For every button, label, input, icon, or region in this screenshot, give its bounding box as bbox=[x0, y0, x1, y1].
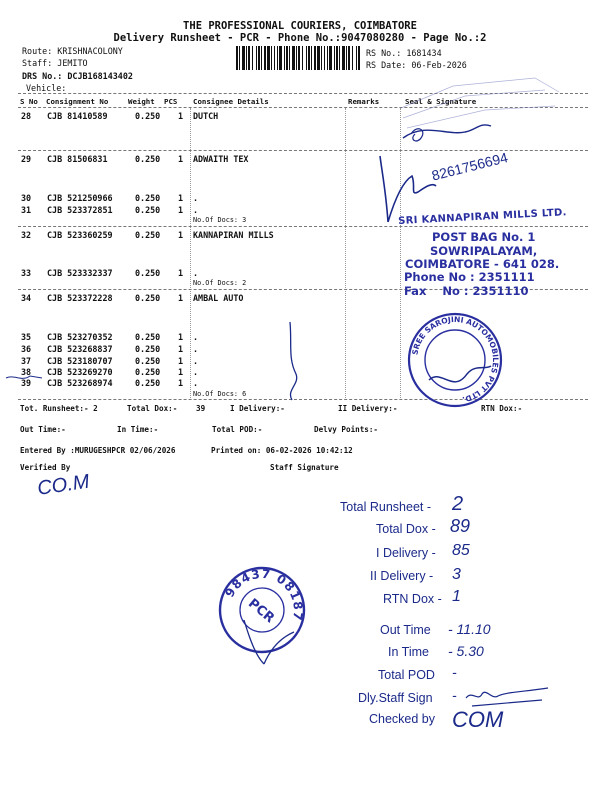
summary-dly-staff-sign-value: - bbox=[452, 687, 457, 703]
row-sno: 29 bbox=[21, 154, 32, 164]
barcode-bar bbox=[342, 46, 345, 70]
barcode-bar bbox=[348, 46, 350, 70]
barcode-bar bbox=[239, 46, 240, 70]
pcr-round-stamp bbox=[214, 560, 310, 670]
total-dox-label: Total Dox:- bbox=[127, 404, 178, 413]
row-pcs: 1 bbox=[178, 111, 184, 121]
summary-total-pod-value: - bbox=[452, 664, 457, 680]
summary-total-dox-value: 89 bbox=[450, 516, 471, 536]
column-divider bbox=[190, 108, 191, 398]
row-consignment: CJB 523372228 bbox=[47, 293, 113, 303]
row-consignee: AMBAL AUTO bbox=[193, 293, 244, 303]
barcode-bar bbox=[296, 46, 297, 70]
barcode-bar bbox=[336, 46, 338, 70]
row-pcs: 1 bbox=[178, 356, 184, 366]
row-consignee: . bbox=[193, 367, 199, 377]
row-pcs: 1 bbox=[178, 154, 184, 164]
pcr-stamp-center: PCR bbox=[245, 596, 278, 627]
col-sno: S No bbox=[20, 97, 38, 106]
barcode-bar bbox=[271, 46, 272, 70]
i-delivery-label: I Delivery:- bbox=[230, 404, 285, 413]
row-sno: 35 bbox=[21, 332, 32, 342]
col-consignee: Consignee Details bbox=[193, 97, 269, 106]
summary-total-runsheet: Total Runsheet - bbox=[340, 500, 432, 514]
docs-note: No.Of Docs: 6 bbox=[193, 390, 247, 398]
barcode-bar bbox=[258, 46, 260, 70]
barcode-bar bbox=[321, 46, 322, 70]
row-consignment: CJB 523268837 bbox=[47, 344, 113, 354]
row-weight: 0.250 bbox=[135, 293, 161, 303]
checked-initials: COM bbox=[452, 707, 504, 732]
stamp-company-name: SRI KANNAPIRAN MILLS LTD. bbox=[398, 207, 568, 227]
docs-note: No.Of Docs: 2 bbox=[193, 279, 247, 287]
summary-out-time: Out Time bbox=[380, 623, 431, 637]
row-pcs: 1 bbox=[178, 332, 184, 342]
row-consignment: CJB 523360259 bbox=[47, 230, 113, 240]
row-weight: 0.250 bbox=[135, 111, 161, 121]
docs-note: No.Of Docs: 3 bbox=[193, 216, 247, 224]
row-weight: 0.250 bbox=[135, 193, 161, 203]
drs-number: DRS No.: DCJB168143402 bbox=[22, 71, 133, 81]
runsheet-subtitle: Delivery Runsheet - PCR - Phone No.:9047080280 - Page No.:2 bbox=[113, 32, 487, 44]
barcode-bar bbox=[292, 46, 295, 70]
barcode bbox=[236, 46, 362, 70]
barcode-bar bbox=[302, 46, 303, 70]
barcode-bar bbox=[277, 46, 278, 70]
row-weight: 0.250 bbox=[135, 205, 161, 215]
barcode-bar bbox=[314, 46, 316, 70]
barcode-bar bbox=[264, 46, 266, 70]
row-consignment: CJB 81410589 bbox=[47, 111, 108, 121]
in-time-label: In Time:- bbox=[117, 425, 159, 434]
row-divider bbox=[18, 226, 588, 227]
summary-i-delivery-value: 85 bbox=[452, 542, 470, 559]
faded-received-stamp bbox=[395, 72, 565, 152]
row-consignment: CJB 523332337 bbox=[47, 268, 113, 278]
summary-ii-delivery-value: 3 bbox=[452, 566, 461, 583]
ii-delivery-label: II Delivery:- bbox=[338, 404, 398, 413]
row-weight: 0.250 bbox=[135, 230, 161, 240]
barcode-bar bbox=[236, 46, 238, 70]
row-consignment: CJB 523372851 bbox=[47, 205, 113, 215]
barcode-bar bbox=[352, 46, 353, 70]
row-consignment: CJB 521250966 bbox=[47, 193, 113, 203]
barcode-bar bbox=[284, 46, 285, 70]
row-weight: 0.250 bbox=[135, 344, 161, 354]
staff-label: Staff: JEMITO bbox=[22, 58, 88, 68]
row-consignee: . bbox=[193, 332, 199, 342]
row-consignee: ADWAITH TEX bbox=[193, 154, 249, 164]
row-sno: 36 bbox=[21, 344, 32, 354]
col-seal-signature: Seal & Signature bbox=[405, 97, 477, 106]
row-sno: 32 bbox=[21, 230, 32, 240]
barcode-bar bbox=[339, 46, 340, 70]
row-weight: 0.250 bbox=[135, 378, 161, 388]
row-consignee: . bbox=[193, 378, 199, 388]
stamp-place: SOWRIPALAYAM, bbox=[430, 244, 538, 258]
barcode-bar bbox=[329, 46, 332, 70]
row-consignment: CJB 523269270 bbox=[47, 367, 113, 377]
stamp-city: COIMBATORE - 641 028. bbox=[405, 257, 560, 271]
barcode-bar bbox=[279, 46, 282, 70]
summary-in-time: In Time bbox=[388, 645, 429, 659]
row-sno: 33 bbox=[21, 268, 32, 278]
route-label: Route: KRISHNACOLONY bbox=[22, 46, 123, 56]
auto-stamp-ring-text: SREE SAROJINI AUTOMOBILES PVT LTD. bbox=[410, 314, 501, 405]
barcode-bar bbox=[248, 46, 250, 70]
stamp-post-bag: POST BAG No. 1 bbox=[432, 230, 536, 244]
delvy-points-label: Delvy Points:- bbox=[314, 425, 379, 434]
row-consignment: CJB 523180707 bbox=[47, 356, 113, 366]
row-weight: 0.250 bbox=[135, 332, 161, 342]
col-remarks: Remarks bbox=[348, 97, 380, 106]
summary-i-delivery: I Delivery - bbox=[376, 546, 436, 560]
row-pcs: 1 bbox=[178, 193, 184, 203]
barcode-bar bbox=[311, 46, 312, 70]
barcode-bar bbox=[267, 46, 270, 70]
automobiles-round-stamp bbox=[395, 308, 515, 408]
verified-initials: CO.M bbox=[36, 470, 91, 500]
row-pcs: 1 bbox=[178, 344, 184, 354]
svg-text:SREE SAROJINI AUTOMOBILES PVT bbox=[410, 315, 500, 404]
column-divider bbox=[345, 108, 346, 398]
printed-on: Printed on: 06-02-2026 10:42:12 bbox=[211, 446, 353, 455]
row-consignee: . bbox=[193, 344, 199, 354]
summary-rtn-dox-value: 1 bbox=[452, 588, 461, 605]
row-pcs: 1 bbox=[178, 293, 184, 303]
entered-by: Entered By :MURUGESHPCR 02/06/2026 bbox=[20, 446, 176, 455]
barcode-bar bbox=[356, 46, 357, 70]
barcode-bar bbox=[334, 46, 335, 70]
summary-dly-staff-sign: Dly.Staff Sign bbox=[358, 691, 433, 705]
row-sno: 28 bbox=[21, 111, 32, 121]
total-pod-label: Total POD:- bbox=[212, 425, 263, 434]
row-weight: 0.250 bbox=[135, 154, 161, 164]
row-consignee: . bbox=[193, 193, 199, 203]
company-title: THE PROFESSIONAL COURIERS, COIMBATORE bbox=[183, 20, 417, 32]
row-consignee: . bbox=[193, 205, 199, 215]
summary-checked-by: Checked by bbox=[369, 712, 436, 726]
row-sno: 38 bbox=[21, 367, 32, 377]
barcode-bar bbox=[242, 46, 245, 70]
barcode-bar bbox=[261, 46, 262, 70]
col-consignment: Consignment No bbox=[46, 97, 109, 106]
summary-in-time-value: - 5.30 bbox=[448, 643, 484, 659]
summary-total-runsheet-value: 2 bbox=[452, 493, 464, 515]
table-row bbox=[21, 111, 31, 121]
barcode-bar bbox=[358, 46, 360, 70]
vehicle-label: Vehicle: bbox=[26, 83, 67, 93]
col-pcs: PCS bbox=[164, 97, 178, 106]
barcode-bar bbox=[286, 46, 288, 70]
row-pcs: 1 bbox=[178, 268, 184, 278]
barcode-bar bbox=[274, 46, 275, 70]
barcode-bar bbox=[256, 46, 257, 70]
row-consignee: KANNAPIRAN MILLS bbox=[193, 230, 274, 240]
row-sno: 30 bbox=[21, 193, 32, 203]
row-weight: 0.250 bbox=[135, 268, 161, 278]
barcode-bar bbox=[289, 46, 290, 70]
row-consignment: CJB 523270352 bbox=[47, 332, 113, 342]
summary-rtn-dox: RTN Dox - bbox=[383, 592, 442, 606]
row-sno: 31 bbox=[21, 205, 32, 215]
summary-out-time-value: - 11.10 bbox=[448, 621, 491, 637]
barcode-bar bbox=[317, 46, 320, 70]
out-time-label: Out Time:- bbox=[20, 425, 66, 434]
row-consignee: . bbox=[193, 356, 199, 366]
staff-signature-label: Staff Signature bbox=[270, 463, 339, 472]
barcode-bar bbox=[346, 46, 347, 70]
delivery-tick-mark bbox=[278, 318, 308, 404]
barcode-bar bbox=[327, 46, 328, 70]
row-consignment: CJB 523268974 bbox=[47, 378, 113, 388]
rs-number: RS No.: 1681434 bbox=[366, 48, 442, 58]
summary-ii-delivery: II Delivery - bbox=[370, 569, 434, 583]
row-pcs: 1 bbox=[178, 205, 184, 215]
edge-scribble bbox=[4, 372, 44, 384]
stamp-phone: Phone No : 2351111 bbox=[404, 270, 535, 284]
barcode-bar bbox=[246, 46, 247, 70]
row-sno: 39 bbox=[21, 378, 32, 388]
rs-date: RS Date: 06-Feb-2026 bbox=[366, 60, 467, 70]
summary-total-dox: Total Dox - bbox=[376, 522, 436, 536]
barcode-bar bbox=[252, 46, 253, 70]
col-weight: Weight bbox=[128, 97, 155, 106]
verified-by-label: Verified By bbox=[20, 463, 71, 472]
row-consignment: CJB 81506831 bbox=[47, 154, 108, 164]
row-sno: 37 bbox=[21, 356, 32, 366]
barcode-bar bbox=[324, 46, 325, 70]
row-consignee: . bbox=[193, 268, 199, 278]
summary-total-pod: Total POD bbox=[378, 668, 435, 682]
rtn-dox-label: RTN Dox:- bbox=[481, 404, 523, 413]
handwritten-phone: 8261756694 bbox=[430, 149, 510, 184]
row-weight: 0.250 bbox=[135, 367, 161, 377]
tot-runsheet: Tot. Runsheet:- 2 bbox=[20, 404, 98, 413]
barcode-bar bbox=[306, 46, 307, 70]
total-dox-value: 39 bbox=[196, 404, 206, 413]
barcode-bar bbox=[298, 46, 300, 70]
row-pcs: 1 bbox=[178, 230, 184, 240]
pcr-stamp-ring-text: 98437 08187 bbox=[222, 566, 306, 623]
barcode-bar bbox=[308, 46, 310, 70]
row-consignee: DUTCH bbox=[193, 111, 219, 121]
row-pcs: 1 bbox=[178, 378, 184, 388]
row-weight: 0.250 bbox=[135, 356, 161, 366]
stamp-fax: Fax No : 2351110 bbox=[404, 284, 529, 298]
row-sno: 34 bbox=[21, 293, 32, 303]
row-pcs: 1 bbox=[178, 367, 184, 377]
